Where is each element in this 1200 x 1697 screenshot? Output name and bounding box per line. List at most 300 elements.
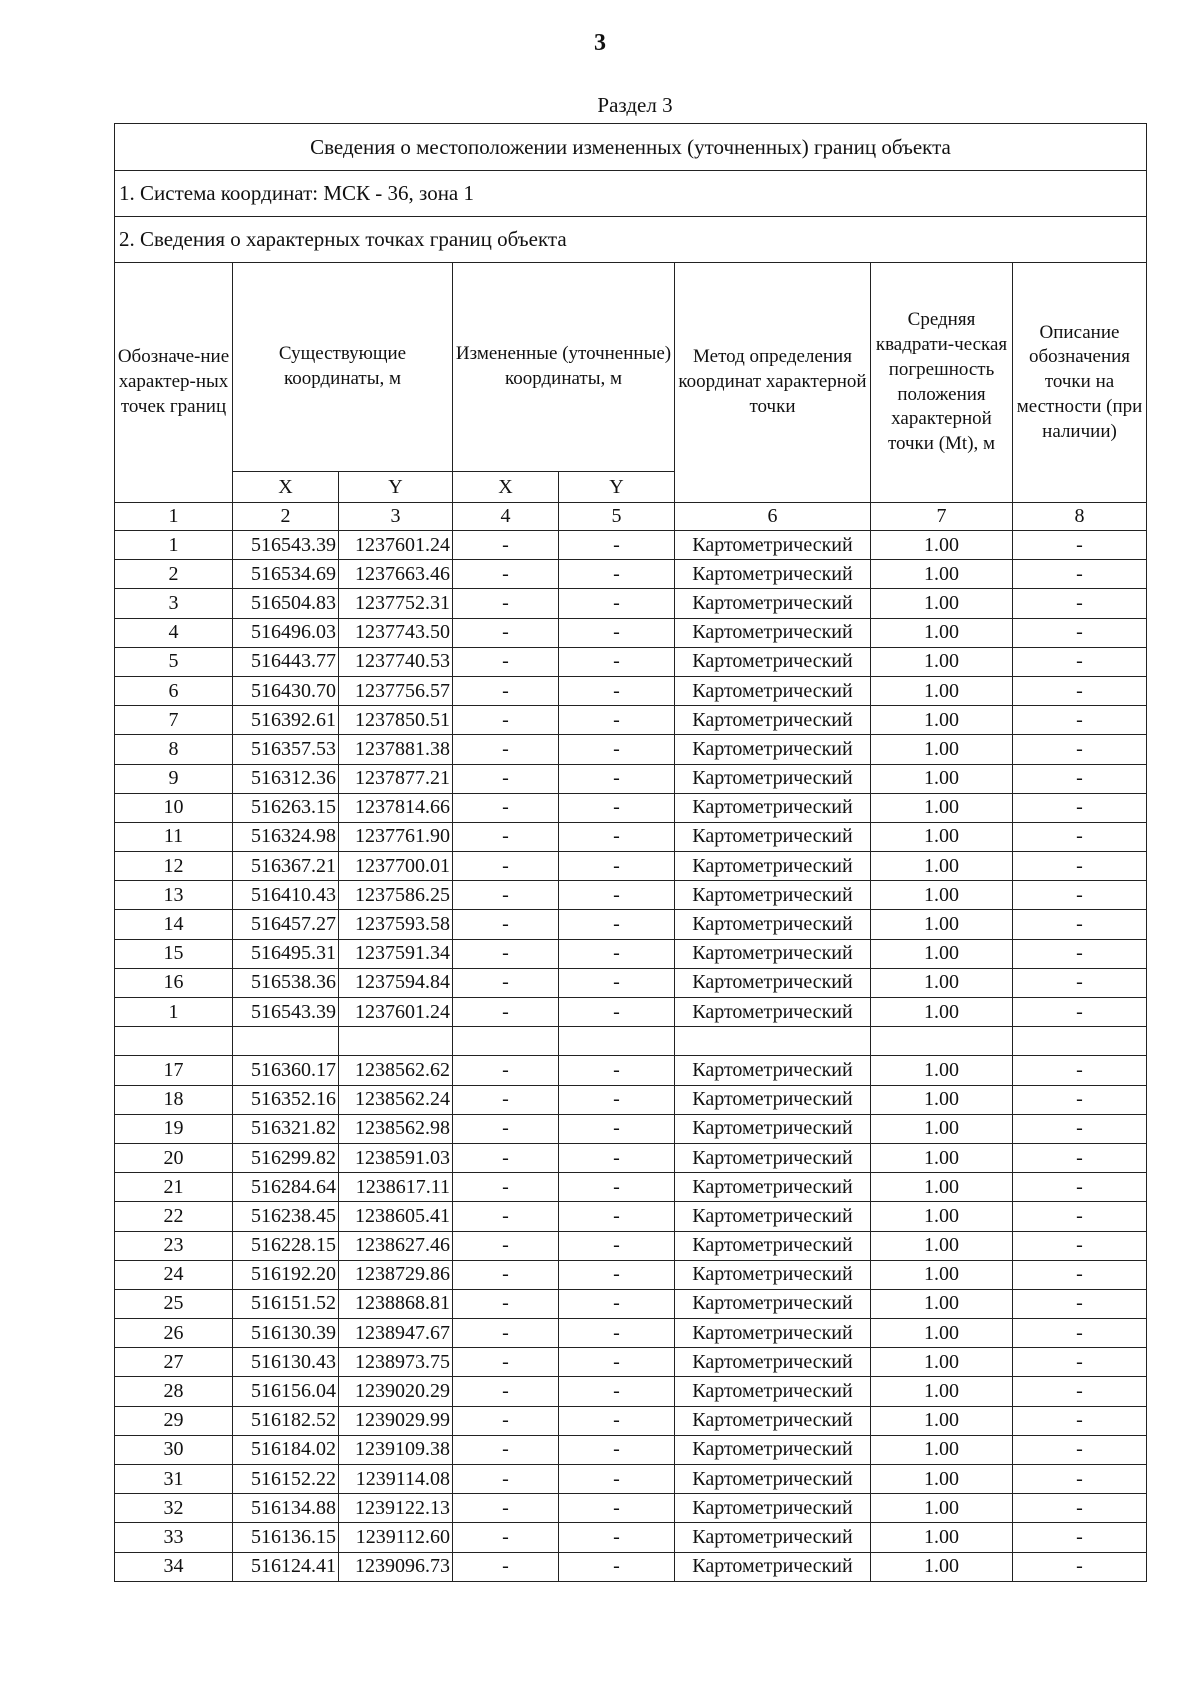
existing-y-cell: 1238947.67 [339, 1319, 453, 1348]
column-number: 2 [233, 503, 339, 531]
error-mt-cell: 1.00 [871, 1056, 1013, 1085]
description-cell: - [1013, 881, 1147, 910]
existing-y-cell: 1237814.66 [339, 793, 453, 822]
existing-x-cell: 516238.45 [233, 1202, 339, 1231]
changed-x-cell: - [453, 1523, 559, 1552]
header-method: Метод определения координат характерной точки [675, 263, 871, 503]
point-number-cell: 32 [115, 1494, 233, 1523]
changed-y-cell: - [559, 1231, 675, 1260]
point-number-cell: 21 [115, 1173, 233, 1202]
method-cell [675, 1027, 871, 1056]
existing-x-cell: 516534.69 [233, 560, 339, 589]
point-number-cell: 12 [115, 852, 233, 881]
changed-y-cell: - [559, 998, 675, 1027]
existing-x-cell: 516136.15 [233, 1523, 339, 1552]
changed-x-cell: - [453, 1319, 559, 1348]
error-mt-cell: 1.00 [871, 1523, 1013, 1552]
existing-x-cell: 516299.82 [233, 1143, 339, 1172]
existing-x-cell: 516360.17 [233, 1056, 339, 1085]
point-number-cell: 5 [115, 647, 233, 676]
changed-y-cell: - [559, 822, 675, 851]
changed-x-cell: - [453, 1552, 559, 1581]
description-cell: - [1013, 1289, 1147, 1318]
description-cell: - [1013, 589, 1147, 618]
changed-x-cell: - [453, 1202, 559, 1231]
error-mt-cell: 1.00 [871, 618, 1013, 647]
point-number-cell: 7 [115, 706, 233, 735]
changed-x-cell: - [453, 1085, 559, 1114]
changed-x-cell: - [453, 1377, 559, 1406]
description-cell: - [1013, 764, 1147, 793]
changed-y-cell: - [559, 1406, 675, 1435]
method-cell: Картометрический [675, 1056, 871, 1085]
point-number-cell: 18 [115, 1085, 233, 1114]
changed-x-cell: - [453, 1406, 559, 1435]
table-row [115, 998, 1147, 1027]
error-mt-cell: 1.00 [871, 822, 1013, 851]
existing-x-cell: 516443.77 [233, 647, 339, 676]
existing-y-cell: 1238973.75 [339, 1348, 453, 1377]
changed-y-cell: - [559, 1348, 675, 1377]
point-number-cell: 33 [115, 1523, 233, 1552]
error-mt-cell: 1.00 [871, 852, 1013, 881]
point-number-cell: 9 [115, 764, 233, 793]
error-mt-cell: 1.00 [871, 1114, 1013, 1143]
description-cell: - [1013, 1260, 1147, 1289]
existing-y-cell: 1237761.90 [339, 822, 453, 851]
changed-y-cell: - [559, 852, 675, 881]
point-number-cell: 26 [115, 1319, 233, 1348]
method-cell: Картометрический [675, 1231, 871, 1260]
method-cell: Картометрический [675, 793, 871, 822]
error-mt-cell: 1.00 [871, 1465, 1013, 1494]
existing-y-cell: 1238562.62 [339, 1056, 453, 1085]
changed-x-cell: - [453, 560, 559, 589]
table-row [115, 735, 1147, 764]
existing-y-cell: 1237586.25 [339, 881, 453, 910]
existing-y-cell: 1237743.50 [339, 618, 453, 647]
header-changed-coords: Измененные (уточненные) координаты, м [453, 263, 675, 472]
method-cell: Картометрический [675, 968, 871, 997]
existing-y-cell: 1237881.38 [339, 735, 453, 764]
error-mt-cell: 1.00 [871, 1435, 1013, 1464]
existing-x-cell: 516495.31 [233, 939, 339, 968]
table-row [115, 1202, 1147, 1231]
changed-y-cell: - [559, 676, 675, 705]
point-number-cell: 4 [115, 618, 233, 647]
table-row [115, 852, 1147, 881]
changed-y-cell: - [559, 1202, 675, 1231]
error-mt-cell: 1.00 [871, 1143, 1013, 1172]
existing-y-cell: 1238562.24 [339, 1085, 453, 1114]
table-row [115, 1406, 1147, 1435]
method-cell: Картометрический [675, 676, 871, 705]
error-mt-cell: 1.00 [871, 881, 1013, 910]
existing-y-cell: 1239112.60 [339, 1523, 453, 1552]
column-number: 5 [559, 503, 675, 531]
table-row [115, 1289, 1147, 1318]
method-cell: Картометрический [675, 735, 871, 764]
error-mt-cell: 1.00 [871, 1377, 1013, 1406]
table-row [115, 589, 1147, 618]
method-cell: Картометрический [675, 1289, 871, 1318]
description-cell: - [1013, 676, 1147, 705]
error-mt-cell: 1.00 [871, 764, 1013, 793]
point-number-cell [115, 1027, 233, 1056]
point-number-cell: 2 [115, 560, 233, 589]
description-cell: - [1013, 793, 1147, 822]
point-number-cell: 27 [115, 1348, 233, 1377]
header-error: Средняя квадрати-ческая погрешность положения характерной точки (Mt), м [871, 263, 1013, 503]
table-row [115, 1435, 1147, 1464]
changed-x-cell: - [453, 939, 559, 968]
header-description: Описание обозначения точки на местности (при наличии) [1013, 263, 1147, 503]
changed-x-cell: - [453, 910, 559, 939]
existing-y-cell: 1237593.58 [339, 910, 453, 939]
description-cell: - [1013, 531, 1147, 560]
existing-x-cell: 516430.70 [233, 676, 339, 705]
existing-y-cell: 1238617.11 [339, 1173, 453, 1202]
error-mt-cell: 1.00 [871, 939, 1013, 968]
header-changed-y: Y [559, 472, 675, 503]
changed-x-cell [453, 1027, 559, 1056]
changed-x-cell: - [453, 1231, 559, 1260]
changed-x-cell: - [453, 1465, 559, 1494]
description-cell: - [1013, 1377, 1147, 1406]
existing-x-cell: 516192.20 [233, 1260, 339, 1289]
table-row [115, 939, 1147, 968]
table-row [115, 1143, 1147, 1172]
existing-x-cell: 516312.36 [233, 764, 339, 793]
existing-x-cell: 516543.39 [233, 531, 339, 560]
existing-y-cell: 1238605.41 [339, 1202, 453, 1231]
changed-x-cell: - [453, 1494, 559, 1523]
description-cell: - [1013, 706, 1147, 735]
description-cell: - [1013, 560, 1147, 589]
existing-x-cell: 516228.15 [233, 1231, 339, 1260]
changed-y-cell: - [559, 939, 675, 968]
point-number-cell: 17 [115, 1056, 233, 1085]
existing-x-cell: 516284.64 [233, 1173, 339, 1202]
description-cell: - [1013, 1114, 1147, 1143]
existing-y-cell: 1237591.34 [339, 939, 453, 968]
changed-y-cell: - [559, 1435, 675, 1464]
existing-x-cell: 516357.53 [233, 735, 339, 764]
existing-y-cell: 1239096.73 [339, 1552, 453, 1581]
existing-x-cell: 516457.27 [233, 910, 339, 939]
changed-y-cell: - [559, 1085, 675, 1114]
existing-y-cell: 1239114.08 [339, 1465, 453, 1494]
table-row [115, 676, 1147, 705]
table-row [115, 1027, 1147, 1056]
description-cell: - [1013, 1319, 1147, 1348]
error-mt-cell [871, 1027, 1013, 1056]
point-number-cell: 19 [115, 1114, 233, 1143]
existing-x-cell: 516156.04 [233, 1377, 339, 1406]
changed-y-cell: - [559, 1319, 675, 1348]
changed-x-cell: - [453, 998, 559, 1027]
error-mt-cell: 1.00 [871, 1173, 1013, 1202]
changed-x-cell: - [453, 764, 559, 793]
method-cell: Картометрический [675, 881, 871, 910]
error-mt-cell: 1.00 [871, 676, 1013, 705]
existing-y-cell: 1237601.24 [339, 998, 453, 1027]
changed-y-cell: - [559, 1143, 675, 1172]
changed-x-cell: - [453, 1348, 559, 1377]
existing-x-cell: 516324.98 [233, 822, 339, 851]
method-cell: Картометрический [675, 618, 871, 647]
changed-y-cell: - [559, 764, 675, 793]
changed-x-cell: - [453, 1143, 559, 1172]
table-row [115, 531, 1147, 560]
method-cell: Картометрический [675, 1377, 871, 1406]
method-cell: Картометрический [675, 910, 871, 939]
changed-y-cell: - [559, 1289, 675, 1318]
point-number-cell: 11 [115, 822, 233, 851]
description-cell: - [1013, 1173, 1147, 1202]
table-row [115, 1319, 1147, 1348]
table-row [115, 618, 1147, 647]
description-cell: - [1013, 1231, 1147, 1260]
error-mt-cell: 1.00 [871, 1406, 1013, 1435]
table-row [115, 1465, 1147, 1494]
error-mt-cell: 1.00 [871, 793, 1013, 822]
method-cell: Картометрический [675, 560, 871, 589]
description-cell: - [1013, 1494, 1147, 1523]
existing-y-cell: 1237740.53 [339, 647, 453, 676]
section-label: Раздел 3 [597, 93, 673, 117]
existing-y-cell [339, 1027, 453, 1056]
point-number-cell: 3 [115, 589, 233, 618]
changed-x-cell: - [453, 881, 559, 910]
method-cell: Картометрический [675, 852, 871, 881]
existing-y-cell: 1239029.99 [339, 1406, 453, 1435]
existing-y-cell: 1237594.84 [339, 968, 453, 997]
existing-x-cell: 516504.83 [233, 589, 339, 618]
error-mt-cell: 1.00 [871, 1289, 1013, 1318]
point-number-cell: 1 [115, 531, 233, 560]
column-number: 4 [453, 503, 559, 531]
error-mt-cell: 1.00 [871, 1202, 1013, 1231]
point-number-cell: 6 [115, 676, 233, 705]
column-number: 6 [675, 503, 871, 531]
changed-x-cell: - [453, 676, 559, 705]
point-number-cell: 28 [115, 1377, 233, 1406]
table-row [115, 1552, 1147, 1581]
error-mt-cell: 1.00 [871, 1085, 1013, 1114]
error-mt-cell: 1.00 [871, 735, 1013, 764]
points-heading: 2. Сведения о характерных точках границ объекта [115, 217, 1147, 263]
header-changed-x: X [453, 472, 559, 503]
existing-x-cell: 516184.02 [233, 1435, 339, 1464]
description-cell: - [1013, 939, 1147, 968]
existing-x-cell: 516151.52 [233, 1289, 339, 1318]
description-cell: - [1013, 1465, 1147, 1494]
table-row [115, 1056, 1147, 1085]
changed-y-cell: - [559, 881, 675, 910]
description-cell: - [1013, 852, 1147, 881]
method-cell: Картометрический [675, 1319, 871, 1348]
point-number-cell: 34 [115, 1552, 233, 1581]
existing-y-cell: 1238868.81 [339, 1289, 453, 1318]
existing-x-cell: 516152.22 [233, 1465, 339, 1494]
point-number-cell: 20 [115, 1143, 233, 1172]
error-mt-cell: 1.00 [871, 531, 1013, 560]
table-row [115, 764, 1147, 793]
changed-y-cell: - [559, 1260, 675, 1289]
existing-y-cell: 1237601.24 [339, 531, 453, 560]
method-cell: Картометрический [675, 1494, 871, 1523]
existing-y-cell: 1239122.13 [339, 1494, 453, 1523]
method-cell: Картометрический [675, 998, 871, 1027]
existing-y-cell: 1237850.51 [339, 706, 453, 735]
description-cell: - [1013, 1143, 1147, 1172]
point-number-cell: 23 [115, 1231, 233, 1260]
description-cell: - [1013, 647, 1147, 676]
error-mt-cell: 1.00 [871, 910, 1013, 939]
table-row [115, 1523, 1147, 1552]
description-cell: - [1013, 822, 1147, 851]
description-cell [1013, 1027, 1147, 1056]
method-cell: Картометрический [675, 1435, 871, 1464]
description-cell: - [1013, 618, 1147, 647]
changed-y-cell: - [559, 1056, 675, 1085]
method-cell: Картометрический [675, 939, 871, 968]
changed-y-cell: - [559, 589, 675, 618]
existing-x-cell: 516134.88 [233, 1494, 339, 1523]
changed-y-cell [559, 1027, 675, 1056]
page-number: 3 [594, 30, 606, 56]
description-cell: - [1013, 1435, 1147, 1464]
existing-x-cell: 516182.52 [233, 1406, 339, 1435]
point-number-cell: 1 [115, 998, 233, 1027]
error-mt-cell: 1.00 [871, 647, 1013, 676]
changed-y-cell: - [559, 1114, 675, 1143]
existing-x-cell: 516538.36 [233, 968, 339, 997]
method-cell: Картометрический [675, 1260, 871, 1289]
existing-x-cell: 516130.39 [233, 1319, 339, 1348]
method-cell: Картометрический [675, 1085, 871, 1114]
table-row [115, 647, 1147, 676]
point-number-cell: 22 [115, 1202, 233, 1231]
description-cell: - [1013, 968, 1147, 997]
changed-x-cell: - [453, 706, 559, 735]
existing-x-cell: 516543.39 [233, 998, 339, 1027]
header-existing-x: X [233, 472, 339, 503]
changed-x-cell: - [453, 1056, 559, 1085]
existing-x-cell: 516367.21 [233, 852, 339, 881]
description-cell: - [1013, 735, 1147, 764]
existing-x-cell: 516263.15 [233, 793, 339, 822]
method-cell: Картометрический [675, 1465, 871, 1494]
error-mt-cell: 1.00 [871, 1494, 1013, 1523]
coord-system-info: 1. Система координат: МСК - 36, зона 1 [115, 171, 1147, 217]
description-cell: - [1013, 1552, 1147, 1581]
table-row [115, 968, 1147, 997]
existing-x-cell: 516321.82 [233, 1114, 339, 1143]
changed-x-cell: - [453, 1260, 559, 1289]
changed-y-cell: - [559, 1377, 675, 1406]
existing-y-cell: 1239020.29 [339, 1377, 453, 1406]
method-cell: Картометрический [675, 822, 871, 851]
method-cell: Картометрический [675, 531, 871, 560]
table-row [115, 1260, 1147, 1289]
method-cell: Картометрический [675, 1173, 871, 1202]
error-mt-cell: 1.00 [871, 1552, 1013, 1581]
changed-x-cell: - [453, 793, 559, 822]
existing-x-cell: 516392.61 [233, 706, 339, 735]
method-cell: Картометрический [675, 1406, 871, 1435]
changed-x-cell: - [453, 735, 559, 764]
changed-x-cell: - [453, 1289, 559, 1318]
changed-y-cell: - [559, 793, 675, 822]
point-number-cell: 30 [115, 1435, 233, 1464]
description-cell: - [1013, 1406, 1147, 1435]
method-cell: Картометрический [675, 1523, 871, 1552]
table-row [115, 910, 1147, 939]
table-row [115, 560, 1147, 589]
description-cell: - [1013, 1085, 1147, 1114]
changed-y-cell: - [559, 618, 675, 647]
existing-y-cell: 1238627.46 [339, 1231, 453, 1260]
method-cell: Картометрический [675, 1202, 871, 1231]
changed-x-cell: - [453, 589, 559, 618]
existing-x-cell [233, 1027, 339, 1056]
method-cell: Картометрический [675, 647, 871, 676]
existing-y-cell: 1237700.01 [339, 852, 453, 881]
method-cell: Картометрический [675, 1552, 871, 1581]
existing-x-cell: 516130.43 [233, 1348, 339, 1377]
point-number-cell: 16 [115, 968, 233, 997]
changed-x-cell: - [453, 618, 559, 647]
table-row [115, 1377, 1147, 1406]
changed-x-cell: - [453, 822, 559, 851]
table-title: Сведения о местоположении измененных (уточненных) границ объекта [115, 124, 1147, 171]
existing-x-cell: 516410.43 [233, 881, 339, 910]
point-number-cell: 25 [115, 1289, 233, 1318]
changed-x-cell: - [453, 531, 559, 560]
column-number: 7 [871, 503, 1013, 531]
changed-y-cell: - [559, 1523, 675, 1552]
header-designation: Обозначе-ние характер-ных точек границ [115, 263, 233, 503]
existing-y-cell: 1238562.98 [339, 1114, 453, 1143]
changed-x-cell: - [453, 852, 559, 881]
description-cell: - [1013, 998, 1147, 1027]
point-number-cell: 15 [115, 939, 233, 968]
existing-y-cell: 1239109.38 [339, 1435, 453, 1464]
existing-y-cell: 1237752.31 [339, 589, 453, 618]
changed-y-cell: - [559, 735, 675, 764]
point-number-cell: 14 [115, 910, 233, 939]
error-mt-cell: 1.00 [871, 968, 1013, 997]
column-number: 1 [115, 503, 233, 531]
error-mt-cell: 1.00 [871, 998, 1013, 1027]
method-cell: Картометрический [675, 706, 871, 735]
point-number-cell: 29 [115, 1406, 233, 1435]
table-row [115, 881, 1147, 910]
method-cell: Картометрический [675, 1114, 871, 1143]
method-cell: Картометрический [675, 589, 871, 618]
existing-x-cell: 516352.16 [233, 1085, 339, 1114]
changed-y-cell: - [559, 1494, 675, 1523]
table-row [115, 793, 1147, 822]
error-mt-cell: 1.00 [871, 589, 1013, 618]
header-existing-y: Y [339, 472, 453, 503]
method-cell: Картометрический [675, 1348, 871, 1377]
changed-x-cell: - [453, 968, 559, 997]
changed-y-cell: - [559, 968, 675, 997]
method-cell: Картометрический [675, 764, 871, 793]
